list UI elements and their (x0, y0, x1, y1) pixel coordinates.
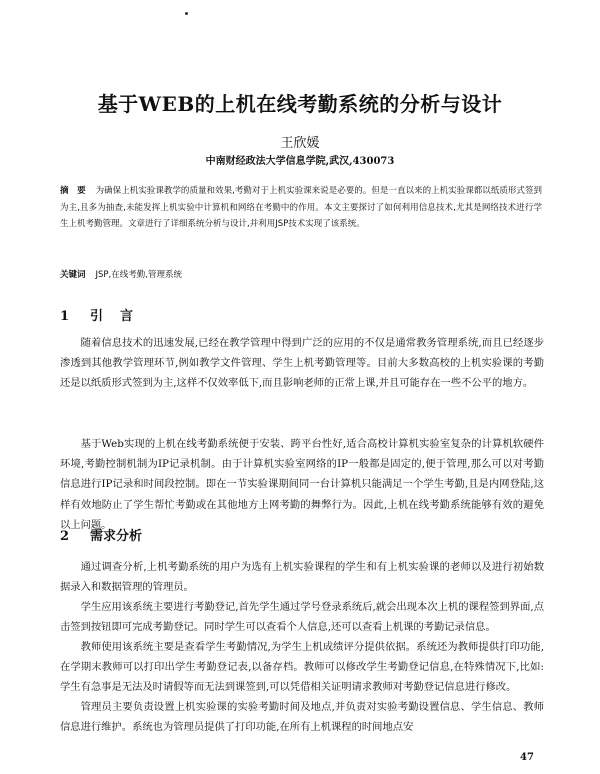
body-paragraph: 教师使用该系统主要是查看学生考勤情况,为学生上机成绩评分提供依据。系统还为教师提供打印功能,在学期末教师可以打印出学生考勤登记表,以备存档。教师可以修改学生考勤登记信息,在特殊情况下,比如:学生有急事是无法及时请假等而无法到课签到,可以凭借相关证明请求教师对考勤登记信息进行修改。 (60, 641, 544, 694)
keywords-text: JSP,在线考勤,管理系统 (95, 270, 182, 280)
body-paragraph: 通过调查分析,上机考勤系统的用户为选有上机实验课程的学生和有上机实验课的老师以及进行初始数据录入和数据管理的管理员。 (60, 561, 544, 594)
body-paragraph: 基于Web实现的上机在线考勤系统便于安装、跨平台性好,适合高校计算机实验室复杂的计算机软硬件环境,考勤控制机制为IP记录机制。由于计算机实验室网络的IP一般都是固定的,便于管理,那么可以对考勤信息进行IP记录和时间段控制。即在一节实验课期间同一台计算机只能满足一个学生考勤,且是内网登陆,这样有效地防止了学生帮忙考勤或在其他地方上网考勤的舞弊行为。因此,上机在线考勤系统能够有效的避免以上问题。 (60, 438, 544, 531)
abstract-label: 摘 要 (60, 186, 86, 196)
body-paragraph: 管理员主要负责设置上机实验课的实验考勤时间及地点,并负责对实验考勤设置信息、学生信息、教师信息进行维护。系统也为管理员提供了打印功能,在所有上机课程的时间地点安 (60, 701, 544, 734)
paper-title: 基于WEB的上机在线考勤系统的分析与设计 (97, 92, 503, 116)
section-number: 1 (60, 309, 70, 324)
section-heading-requirements (60, 525, 142, 544)
page-number: 47 (520, 752, 534, 763)
author-affiliation: 中南财经政法大学信息学院,武汉,430073 (205, 156, 395, 167)
body-paragraph: 学生应用该系统主要进行考勤登记,首先学生通过学号登录系统后,就会出现本次上机的课程签到界面,点击签到按钮即可完成考勤登记。同时学生可以查看个人信息,还可以查看上机课的考勤记录信息。 (60, 601, 544, 634)
author-name: 王欣媛 (280, 136, 320, 151)
section-number: 2 (60, 529, 70, 544)
section-title: 需求分析 (90, 529, 143, 544)
body-paragraph: 随着信息技术的迅速发展,已经在教学管理中得到广泛的应用的不仅是通常教务管理系统,而且已经逐步渗透到其他教学管理环节,例如教学文件管理、学生上机考勤管理等。目前大多数高校的上机实验课的考勤还是以纸质形式签到为主,这样不仅效率低下,而且影响老师的正常上课,并且可能存在一些不公平的地方。 (60, 337, 544, 390)
abstract-text: 为确保上机实验课教学的质量和效果,考勤对于上机实验课来说是必要的。但是一直以来的上机实验课都以纸质形式签到为主,且多为抽查,未能发挥上机实验中计算机和网络在考勤中的作用。本文主要探讨了如何利用信息技术,尤其是网络技术进行学生上机考勤管理。文章进行了详细系统分析与设计,并利用JSP技术实现了该系统。 (60, 186, 542, 229)
abstract-block (60, 183, 542, 233)
section-heading-introduction (60, 305, 135, 324)
keywords-block (60, 268, 542, 280)
scan-speck (185, 12, 188, 15)
section-title: 引 言 (90, 309, 136, 324)
keywords-label: 关键词 (60, 270, 86, 280)
